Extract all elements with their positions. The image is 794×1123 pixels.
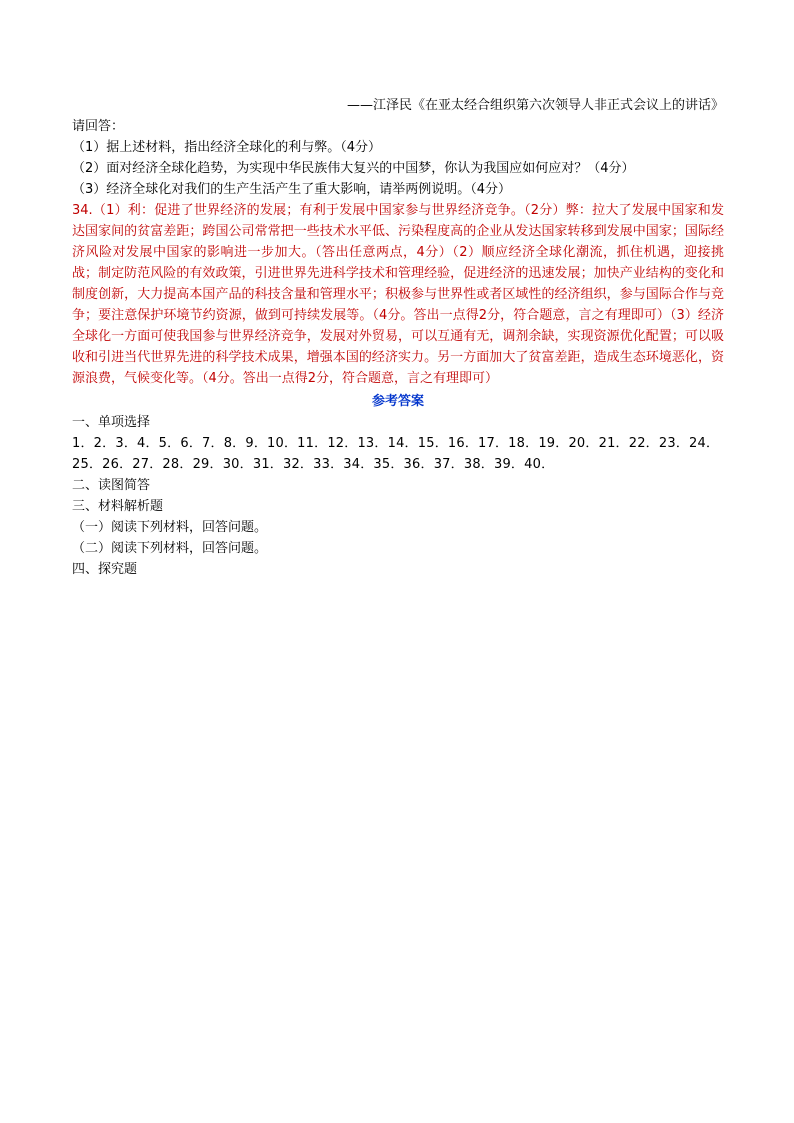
section-material-analysis: 三、材料解析题 (72, 499, 164, 514)
question-2: （2）面对经济全球化趋势，为实现中华民族伟大复兴的中国梦，你认为我国应如何应对？（4分） (72, 161, 635, 176)
material-source: ——江泽民《在亚太经合组织第六次领导人非正式会议上的讲话》 (346, 98, 724, 113)
question-intro: 请回答： (72, 119, 125, 134)
question-3: （3）经济全球化对我们的生产生活产生了重大影响，请举两例说明。（4分） (72, 182, 512, 197)
section-inquiry: 四、探究题 (72, 562, 138, 577)
answer-34: 34.（1）利：促进了世界经济的发展；有利于发展中国家参与世界经济竞争。（2分）弊：拉大了发展中国家和发达国家间的贫富差距；跨国公司常常把一些技术水平低、污染程度高的企业从发达国家转移到发展中国家；国际经济风险对发展中国家的影响进一步加大。（答出任意两点，4分）（2）顺应经济全球化潮流，抓住机遇，迎接挑战；制定防范风险的有效政策，引进世界先进科学技术和管理经验，促进经济的迅速发展；加快产业结构的变化和制度创新，大力提高本国产品的科技含量和管理水平；积极参与世界性或者区域性的经济组织，参与国际合作与竞争；要注意保护环境节约资源，做到可持续发展等。（4分。答出一点得2分，符合题意，言之有理即可）（3）经济全球化一方面可使我国参与世界经济竞争，发展对外贸易，可以互通有无，调剂余缺，实现资源优化配置；可以吸收和引进当代世界先进的科学技术成果，增强本国的经济实力。另一方面加大了贫富差距，造成生态环境恶化，资源浪费，气候变化等。（4分。答出一点得2分，符合题意，言之有理即可） (72, 203, 724, 386)
subsection-1: （一）阅读下列材料，回答问题。 (72, 520, 268, 535)
section-map-questions: 二、读图简答 (72, 478, 151, 493)
subsection-2: （二）阅读下列材料，回答问题。 (72, 541, 268, 556)
document-page (72, 95, 724, 580)
section-single-choice: 一、单项选择 (72, 415, 151, 430)
question-numbers: 1．2．3．4．5．6．7．8．9．10．11．12．13．14．15．16．17．18．19．20．21．22．23．24．25．26．27．28．29．30．31．32．33．34．35．36．37．38．39．40． (72, 436, 720, 472)
reference-answer-title: 参考答案 (371, 394, 424, 409)
question-1: （1）据上述材料，指出经济全球化的利与弊。（4分） (72, 140, 382, 155)
